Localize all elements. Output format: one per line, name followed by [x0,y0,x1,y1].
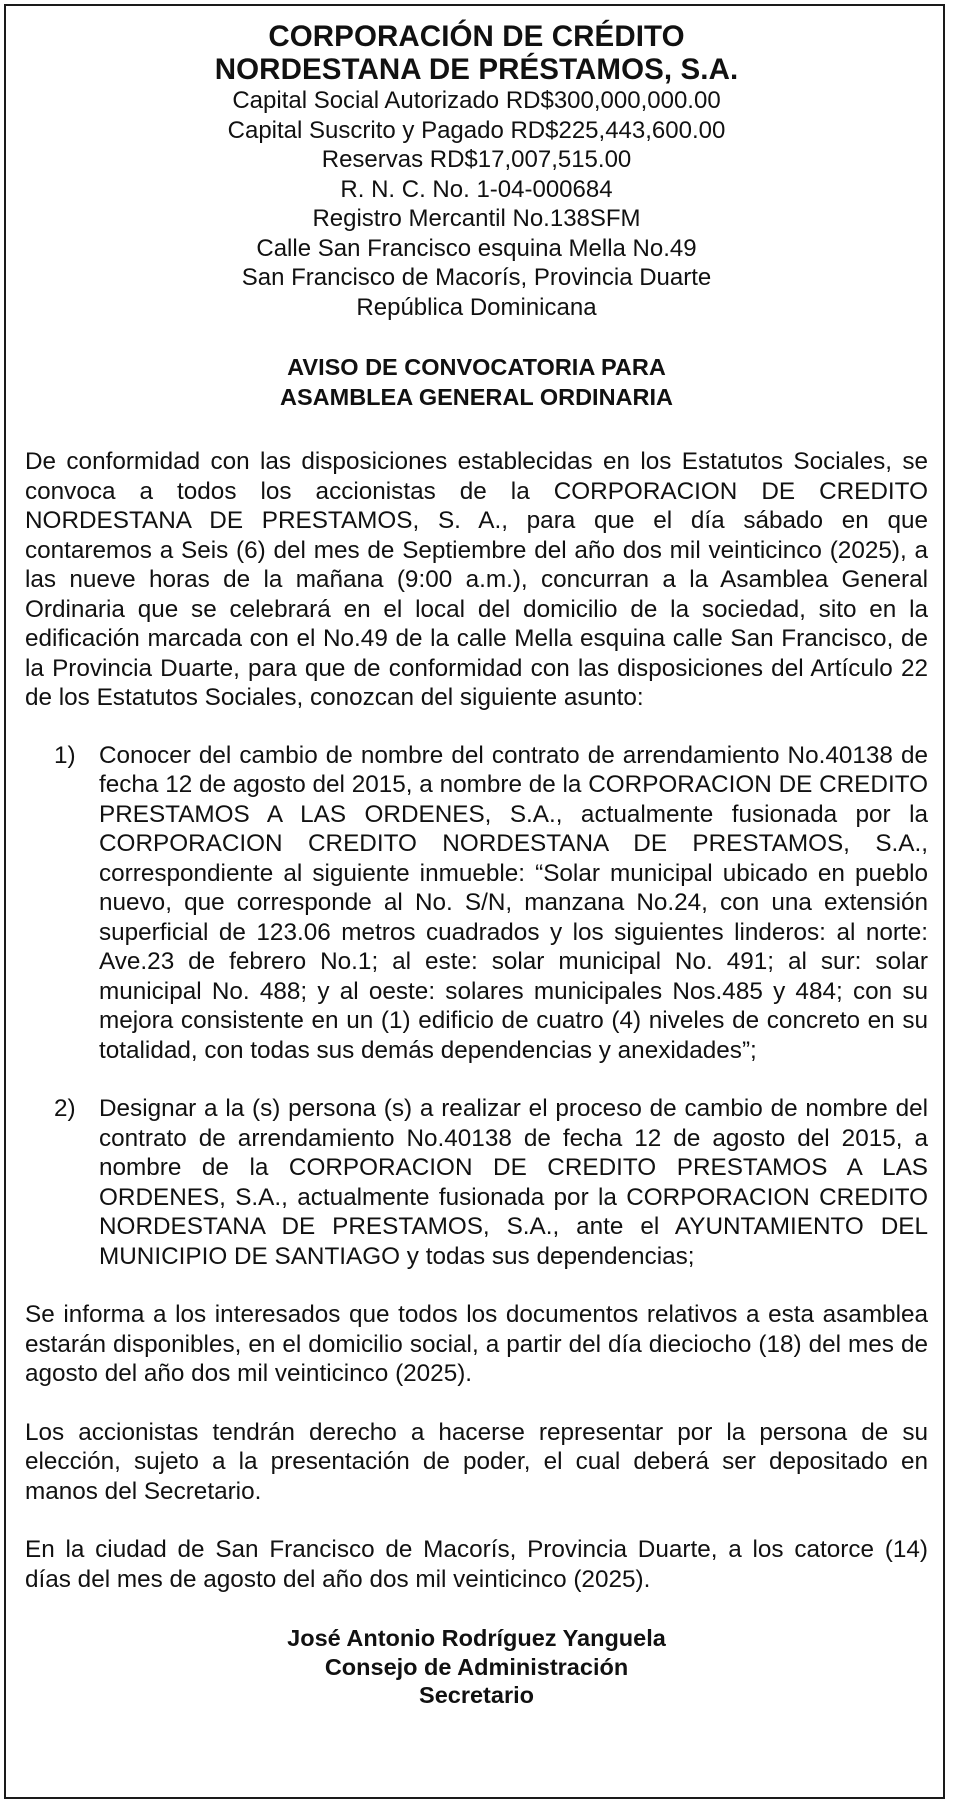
agenda-item-number: 1) [54,741,76,769]
documents-availability-paragraph: Se informa a los interesados que todos los documentos relativos a esta asamblea estarán disponibles, en el domicilio social, a partir del día dieciocho (18) del mes de agosto del año dos mil veinticinco (2025). [25,1301,928,1387]
notice-title [25,353,928,412]
authorized-capital: Capital Social Autorizado RD$300,000,000.00 [232,87,721,114]
signatory-name: José Antonio Rodríguez Yanguela [287,1625,666,1651]
intro-paragraph: De conformidad con las disposiciones establecidas en los Estatutos Sociales, se convoca a todos los accionistas de la CORPORACION DE CREDITO NORDESTANA DE PRESTAMOS, S. A., para que el día sábado en que contaremos a Seis (6) del mes de Septiembre del año dos mil veinticinco (2025), a las nueve horas de la mañana (9:00 a.m.), concurran a la Asamblea General Ordinaria que se celebrará en el local del domicilio de la sociedad, sito en la edificación marcada con el No.49 de la calle Mella esquina calle San Francisco, de la Provincia Duarte, para que de conformidad con las disposiciones del Artículo 22 de los Estatutos Sociales, conozcan del siguiente asunto: [25,448,928,711]
rnc-number: R. N. C. No. 1-04-000684 [340,175,613,203]
country: República Dominicana [356,293,597,321]
company-header [25,20,928,322]
signature-block [25,1624,928,1710]
company-name [25,20,928,86]
company-name-line-1: CORPORACIÓN DE CRÉDITO [268,20,685,53]
agenda-item-text: Conocer del cambio de nombre del contrato de arrendamiento No.40138 de fecha 12 de agosto del 2015, a nombre de la CORPORACION DE CREDITO PRESTAMOS A LAS ORDENES, S.A., actualmente fusionada por la CORPORACION CREDITO NORDESTANA DE PRESTAMOS, S.A., correspondiente al siguiente inmueble: “Solar municipal ubicado en pueblo nuevo, que corresponde al No. S/N, manzana No.24, con una extensión superficial de 123.06 metros cuadrados y los siguientes linderos: al norte: Ave.23 de febrero No.1; al este: solar municipal No. 491; al sur: solar municipal No. 488; y al oeste: solares municipales Nos.485 y 484; con su mejora consistente en un (1) edificio de cuatro (4) niveles de concreto en su totalidad, con todas sus demás dependencias y anexidades”; [99,741,928,1064]
agenda-item-text: Designar a la (s) persona (s) a realizar el proceso de cambio de nombre del contrato de arrendamiento No.40138 de fecha 12 de agosto del 2015, a nombre de la CORPORACION DE CREDITO PRESTAMOS A LAS ORDENES, S.A., actualmente fusionada por la CORPORACION CREDITO NORDESTANA DE PRESTAMOS, S.A., ante el AYUNTAMIENTO DEL MUNICIPIO DE SANTIAGO y todas sus dependencias; [99,1095,928,1270]
paid-capital: Capital Suscrito y Pagado RD$225,443,600.00 [227,116,726,144]
signatory-role: Secretario [419,1682,534,1708]
city-province: San Francisco de Macorís, Provincia Duarte [241,264,712,291]
notice-title-line-1: AVISO DE CONVOCATORIA PARA [287,354,666,380]
signatory-body: Consejo de Administración [324,1653,629,1680]
place-date-paragraph: En la ciudad de San Francisco de Macorís, Provincia Duarte, a los catorce (14) días del mes de agosto del año dos mil veinticinco (2025). [25,1536,928,1593]
company-name-line-2: NORDESTANA DE PRÉSTAMOS, S.A. [214,53,739,86]
agenda-list [25,741,928,1272]
representation-paragraph: Los accionistas tendrán derecho a hacerse representar por la persona de su elección, sujeto a la presentación de poder, el cual deberá ser depositado en manos del Secretario. [25,1418,928,1505]
company-info [25,86,928,322]
reserves: Reservas RD$17,007,515.00 [321,146,632,173]
agenda-item [25,741,928,1066]
agenda-item-number: 2) [54,1095,76,1122]
street-address: Calle San Francisco esquina Mella No.49 [256,234,697,262]
commercial-registry: Registro Mercantil No.138SFM [312,205,641,232]
notice-title-line-2: ASAMBLEA GENERAL ORDINARIA [280,383,673,410]
notice-document [25,20,928,1710]
agenda-item [25,1094,928,1271]
